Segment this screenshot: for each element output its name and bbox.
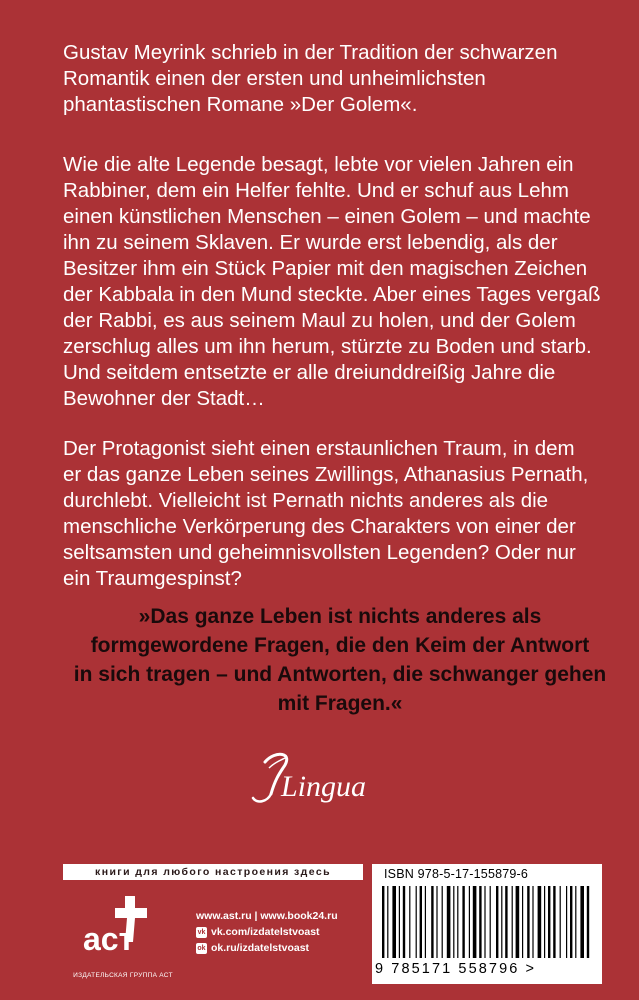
quote: »Das ganze Leben ist nichts anderes als formgewordene Fragen, die den Keim der Antwort in sich tragen – und Antworten, die schwanger gehen mit Fragen.«	[73, 605, 607, 715]
odnoklassniki-icon: ok	[197, 944, 206, 952]
publisher-links	[196, 908, 371, 956]
intro-paragraph: Gustav Meyrink schrieb in der Tradition der schwarzen Romantik einen der ersten und unheimlichsten phantastischen Romane »Der Golem«.	[63, 41, 558, 116]
barcode-icon	[380, 886, 594, 962]
lingua-wordmark-icon	[245, 750, 395, 810]
tagline-bar	[63, 864, 363, 880]
blurb-paragraph-1: Wie die alte Legende besagt, lebte vor vielen Jahren ein Rabbiner, dem ein Helfer fehlte. Und er schuf aus Lehm einen künstlichen Menschen – einen Golem – und machte ihn zu seinem Sklaven. Er wurde erst lebendig, als der Besitzer ihm ein Stück Papier mit den magischen Zeichen der Kabbala in den Mund steckte. Aber eines Tages vergaß der Rabbi, es aus seinem Maul zu holen, und der Golem zerschlug alles um ihn herum, stürzte zu Boden und starb. Und seitdem entsetzte er alle dreiunddreißig Jahre die Bewohner der Stadt…	[63, 153, 601, 410]
barcode-box	[372, 864, 602, 984]
lingua-logo	[245, 750, 395, 810]
publisher-name: ИЗДАТЕЛЬСКАЯ ГРУППА АСТ	[73, 972, 173, 979]
blurb-paragraph-2: Der Protagonist sieht einen erstaunlichen Traum, in dem er das ganze Leben seines Zwillings, Athanasius Pernath, durchlebt. Vielleicht ist Pernath nichts anderes als die menschliche Verkörperung des Charakters von einer der seltsamsten und geheimnisvollsten Legenden? Oder nur ein Traumgespinst?	[63, 437, 589, 590]
publisher-logo-text: аст	[83, 921, 135, 957]
isbn-text: ISBN 978-5-17-155879-6	[384, 867, 529, 881]
tagline-text: книги для любого настроения здесь	[95, 866, 331, 878]
vk-icon: vk	[197, 928, 206, 936]
websites-row	[196, 908, 371, 924]
lingua-logo-text: Lingua	[281, 770, 367, 803]
ok-link[interactable]: ok.ru/izdatelstvoast	[211, 942, 310, 954]
vk-link[interactable]: vk.com/izdatelstvoast	[211, 926, 320, 938]
barcode-digits: 9 785171 558796 >	[375, 961, 537, 977]
ok-row	[196, 940, 371, 956]
websites-link[interactable]: www.ast.ru | www.book24.ru	[196, 910, 338, 922]
vk-row	[196, 924, 371, 940]
ast-logo-icon	[63, 888, 173, 968]
